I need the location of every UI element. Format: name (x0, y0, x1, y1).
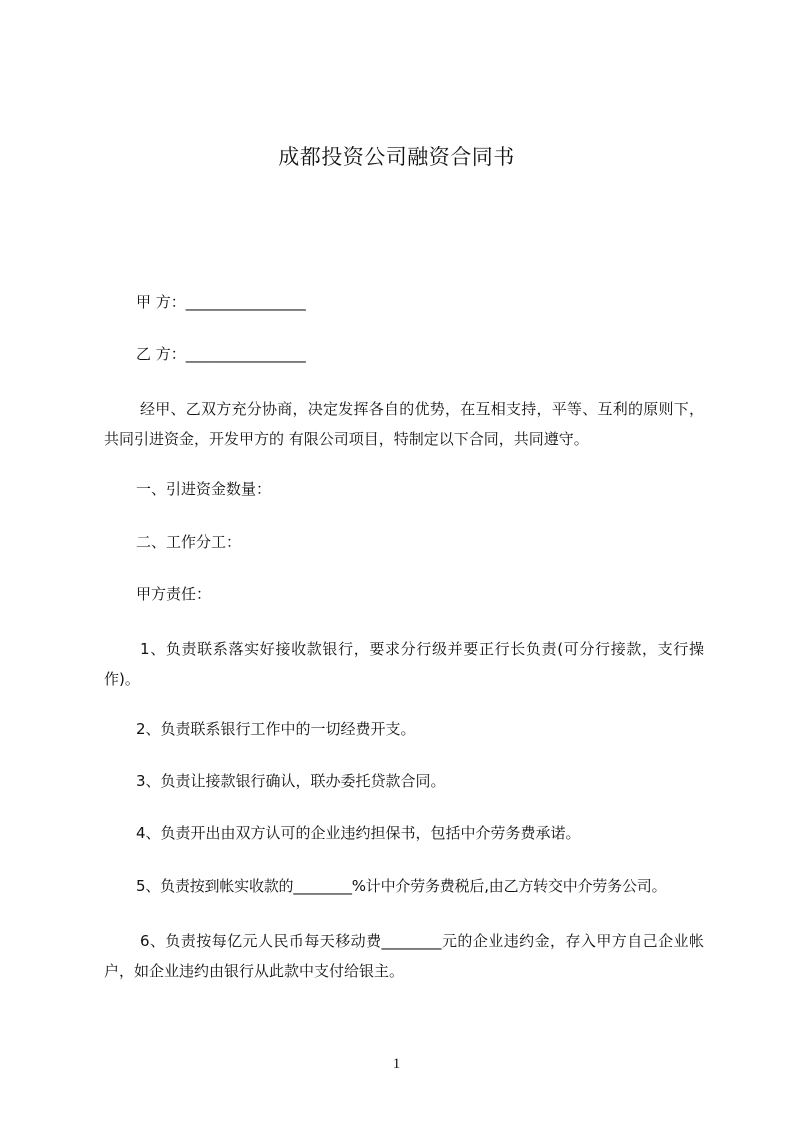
party-a-line: 甲 方：________________ (136, 293, 306, 311)
party-a-duties-heading: 甲方责任： (136, 585, 212, 603)
intro-paragraph: 经甲、乙双方充分协商，决定发挥各自的优势，在互相支持，平等、互利的原则下，共同引进资金，开发甲方的 有限公司项目，特制定以下合同，共同遵守。 (104, 400, 704, 448)
duty-item-5: 5、负责按到帐实收款的________%计中介劳务费税后,由乙方转交中介劳务公司。 (136, 877, 667, 895)
duty-item-4: 4、负责开出由双方认可的企业违约担保书，包括中介劳务费承诺。 (136, 824, 581, 842)
party-b-line: 乙 方：________________ (136, 345, 306, 363)
duty-item-6: 6、负责按每亿元人民币每天移动费________元的企业违约金，存入甲方自己企业帐户，如企业违约由银行从此款中支付给银主。 (104, 932, 704, 980)
section-heading-funding: 一、引进资金数量： (136, 480, 272, 498)
page-number: 1 (392, 1056, 401, 1072)
duty-item-2: 2、负责联系银行工作中的一切经费开支。 (136, 720, 416, 738)
section-heading-division: 二、工作分工： (136, 533, 242, 551)
document-title: 成都投资公司融资合同书 (278, 145, 515, 169)
duty-item-3: 3、负责让接款银行确认，联办委托贷款合同。 (136, 772, 446, 790)
duty-item-1: 1、负责联系落实好接收款银行，要求分行级并要正行长负责(可分行接款，支行操作)。 (104, 640, 704, 688)
